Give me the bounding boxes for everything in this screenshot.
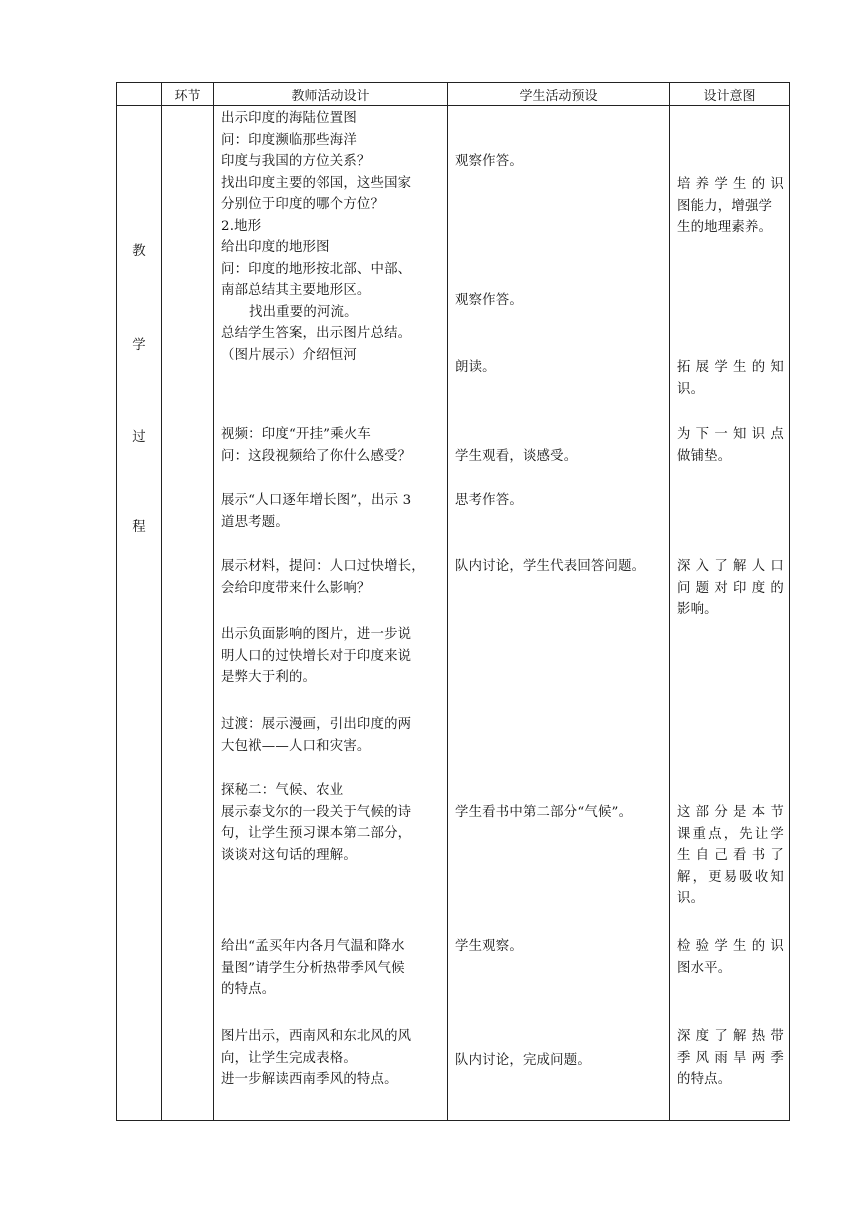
teacher-block: [221, 780, 442, 866]
student-entry: 观察作答。: [455, 293, 523, 308]
text-line: 问题对印度的: [677, 580, 784, 596]
text-line: 识。: [677, 381, 705, 397]
text-line: 展示“人口逐年增长图”，出示 3: [221, 493, 412, 508]
text-line: 给出“孟买年内各月气温和降水: [221, 939, 405, 954]
student-entry: 思考作答。: [455, 493, 523, 508]
teacher-block: [221, 490, 442, 533]
text-line: 向，让学生完成表格。: [221, 1050, 357, 1066]
text-line: 季风雨旱两季: [677, 1050, 784, 1066]
text-line: 给出印度的地形图: [221, 240, 330, 255]
student-entry: 队内讨论，完成问题。: [455, 1053, 591, 1068]
text-line: 解，更易吸收知: [677, 869, 784, 885]
text-line: 展示泰戈尔的一段关于气候的诗: [221, 804, 412, 820]
intent-block: [677, 802, 784, 910]
text-line: 2.地形: [221, 218, 262, 234]
student-entry: 学生观察。: [455, 939, 523, 954]
text-line: 深度了解热带: [677, 1029, 784, 1044]
text-line: 印度与我国的方位关系？: [221, 154, 371, 169]
teacher-block: [221, 108, 442, 366]
student-activity-cell: [448, 106, 670, 1121]
text-line: 南部总结其主要地形区。: [221, 283, 371, 298]
teacher-block: [221, 714, 442, 757]
teacher-block: [221, 1026, 442, 1091]
text-line: 拓展学生的知: [677, 360, 784, 375]
text-line: 道思考题。: [221, 514, 289, 530]
text-line: 量图”请学生分析热带季风气候: [221, 960, 405, 976]
text-line: 生自己看书了: [677, 848, 784, 863]
intent-block: [677, 936, 784, 979]
text-line: 出示负面影响的图片，进一步说: [221, 627, 412, 642]
stage-label-cell: [117, 106, 162, 1121]
stage-char: 程: [132, 520, 146, 535]
text-line: 问：印度濒临那些海洋: [221, 132, 357, 148]
text-line: 是弊大于利的。: [221, 670, 317, 685]
header-teacher-activity: 教师活动设计: [214, 83, 448, 106]
text-line: 找出重要的河流。: [249, 304, 358, 320]
text-line: 影响。: [677, 602, 718, 617]
text-line: 分别位于印度的哪个方位？: [221, 197, 385, 212]
table-header-row: [117, 83, 790, 106]
text-line: 识。: [677, 891, 705, 906]
text-line: 图能力，增强学: [677, 198, 773, 214]
stage-cell: [162, 106, 214, 1121]
text-line: 过渡：展示漫画，引出印度的两: [221, 717, 412, 732]
text-line: 问：这段视频给了你什么感受？: [221, 448, 412, 464]
teacher-block: [221, 556, 442, 599]
text-line: 会给印度带来什么影响？: [221, 580, 371, 596]
intent-block: [677, 424, 784, 467]
student-entry: 队内讨论，学生代表回答问题。: [455, 559, 646, 574]
text-line: 这部分是本节: [677, 805, 784, 820]
text-line: 图水平。: [677, 960, 732, 976]
teacher-block: [221, 936, 442, 1001]
intent-block: [677, 174, 784, 239]
text-line: 明人口的过快增长对于印度来说: [221, 648, 412, 664]
student-entry: 朗读。: [455, 360, 496, 375]
text-line: 生的地理素养。: [677, 220, 773, 235]
design-intent-cell: [670, 106, 790, 1121]
intent-block: [677, 357, 784, 400]
text-line: 视频：印度“开挂”乘火车: [221, 427, 371, 442]
teacher-activity-cell: [214, 106, 448, 1121]
text-line: 找出印度主要的邻国，这些国家: [221, 175, 412, 191]
header-stage: 环节: [162, 83, 214, 106]
text-line: 进一步解读西南季风的特点。: [221, 1072, 398, 1087]
text-line: 谈谈对这句话的理解。: [221, 847, 357, 863]
header-design-intent: 设计意图: [670, 83, 790, 106]
text-line: 的特点。: [221, 982, 276, 997]
student-entry: 观察作答。: [455, 154, 523, 169]
text-line: 培养学生的识: [677, 177, 784, 192]
text-line: 的特点。: [677, 1072, 732, 1087]
teacher-block: [221, 424, 442, 467]
text-line: 课重点，先让学: [677, 826, 784, 842]
text-line: 图片出示，西南风和东北风的风: [221, 1029, 412, 1044]
stage-char: 过: [132, 430, 146, 445]
text-line: 句，让学生预习课本第二部分，: [221, 826, 412, 841]
teacher-block: [221, 624, 442, 689]
text-line: 展示材料，提问：人口过快增长，: [221, 559, 425, 574]
text-line: 大包袱——人口和灾害。: [221, 738, 371, 754]
text-line: 总结学生答案，出示图片总结。: [221, 326, 412, 341]
table-body-row: [117, 106, 790, 1121]
student-entry: 学生观看，谈感受。: [455, 449, 578, 464]
stage-char: 学: [132, 338, 146, 353]
text-line: 问：印度的地形按北部、中部、: [221, 261, 412, 277]
text-line: 出示印度的海陆位置图: [221, 111, 357, 126]
text-line: 探秘二：气候、农业: [221, 783, 344, 798]
intent-block: [677, 556, 784, 621]
header-student-activity: 学生活动预设: [448, 83, 670, 106]
stage-char: 教: [132, 244, 146, 259]
text-line: 为下一知识点: [677, 427, 784, 442]
text-line: 深入了解人口: [677, 559, 784, 574]
lesson-plan-table: [116, 82, 790, 1121]
text-line: （图片展示）介绍恒河: [221, 347, 357, 363]
text-line: 做铺垫。: [677, 448, 732, 464]
student-entry: 学生看书中第二部分“气候”。: [455, 805, 633, 820]
text-line: 检验学生的识: [677, 939, 784, 954]
header-blank: [117, 83, 162, 106]
intent-block: [677, 1026, 784, 1091]
